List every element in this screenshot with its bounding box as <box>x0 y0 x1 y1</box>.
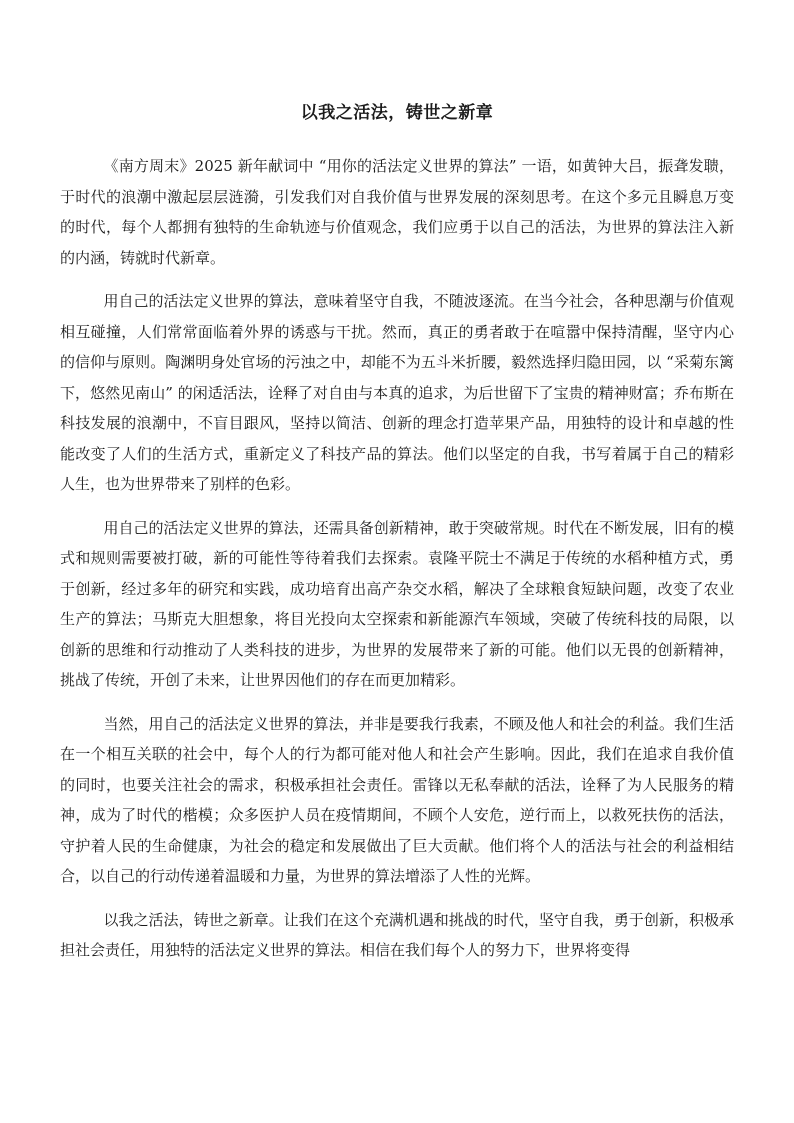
paragraph-responsibility: 当然，用自己的活法定义世界的算法，并非是要我行我素，不顾及他人和社会的利益。我们生活在一个相互关联的社会中，每个人的行为都可能对他人和社会产生影响。因此，我们在追求自我价值的同时，也要关注社会的需求，积极承担社会责任。雷锋以无私奉献的活法，诠释了为人民服务的精神，成为了时代的楷模；众多医护人员在疫情期间，不顾个人安危，逆行而上，以救死扶伤的活法，守护着人民的生命健康，为社会的稳定和发展做出了巨大贡献。他们将个人的活法与社会的利益相结合，以自己的行动传递着温暖和力量，为世界的算法增添了人性的光辉。 <box>60 714 734 885</box>
paragraph-intro: 《南方周末》2025 新年献词中 “用你的活法定义世界的算法” 一语，如黄钟大吕，振聋发聩，于时代的浪潮中激起层层涟漪，引发我们对自我价值与世界发展的深刻思考。在这个多元且瞬息万变的时代，每个人都拥有独特的生命轨迹与价值观念，我们应勇于以自己的活法，为世界的算法注入新的内涵，铸就时代新章。 <box>60 157 734 267</box>
paragraph-innovation: 用自己的活法定义世界的算法，还需具备创新精神，敢于突破常规。时代在不断发展，旧有的模式和规则需要被打破，新的可能性等待着我们去探索。袁隆平院士不满足于传统的水稻种植方式，勇于创新，经过多年的研究和实践，成功培育出高产杂交水稻，解决了全球粮食短缺问题，改变了农业生产的算法；马斯克大胆想象，将目光投向太空探索和新能源汽车领域，突破了传统科技的局限，以创新的思维和行动推动了人类科技的进步，为世界的发展带来了新的可能。他们以无畏的创新精神，挑战了传统，开创了未来，让世界因他们的存在而更加精彩。 <box>60 518 734 689</box>
document-title: 以我之活法，铸世之新章 <box>300 103 494 123</box>
paragraph-self: 用自己的活法定义世界的算法，意味着坚守自我，不随波逐流。在当今社会，各种思潮与价值观相互碰撞，人们常常面临着外界的诱惑与干扰。然而，真正的勇者敢于在喧嚣中保持清醒，坚守内心的信仰与原则。陶渊明身处官场的污浊之中，却能不为五斗米折腰，毅然选择归隐田园，以 “采菊东篱下，悠然见南山” 的闲适活法，诠释了对自由与本真的追求，为后世留下了宝贵的精神财富；乔布斯在科技发展的浪潮中，不盲目跟风，坚持以简洁、创新的理念打造苹果产品，用独特的设计和卓越的性能改变了人们的生活方式，重新定义了科技产品的算法。他们以坚定的自我，书写着属于自己的精彩人生，也为世界带来了别样的色彩。 <box>60 292 734 493</box>
paragraph-conclusion: 以我之活法，铸世之新章。让我们在这个充满机遇和挑战的时代，坚守自我，勇于创新，积极承担社会责任，用独特的活法定义世界的算法。相信在我们每个人的努力下，世界将变得 <box>60 910 734 959</box>
